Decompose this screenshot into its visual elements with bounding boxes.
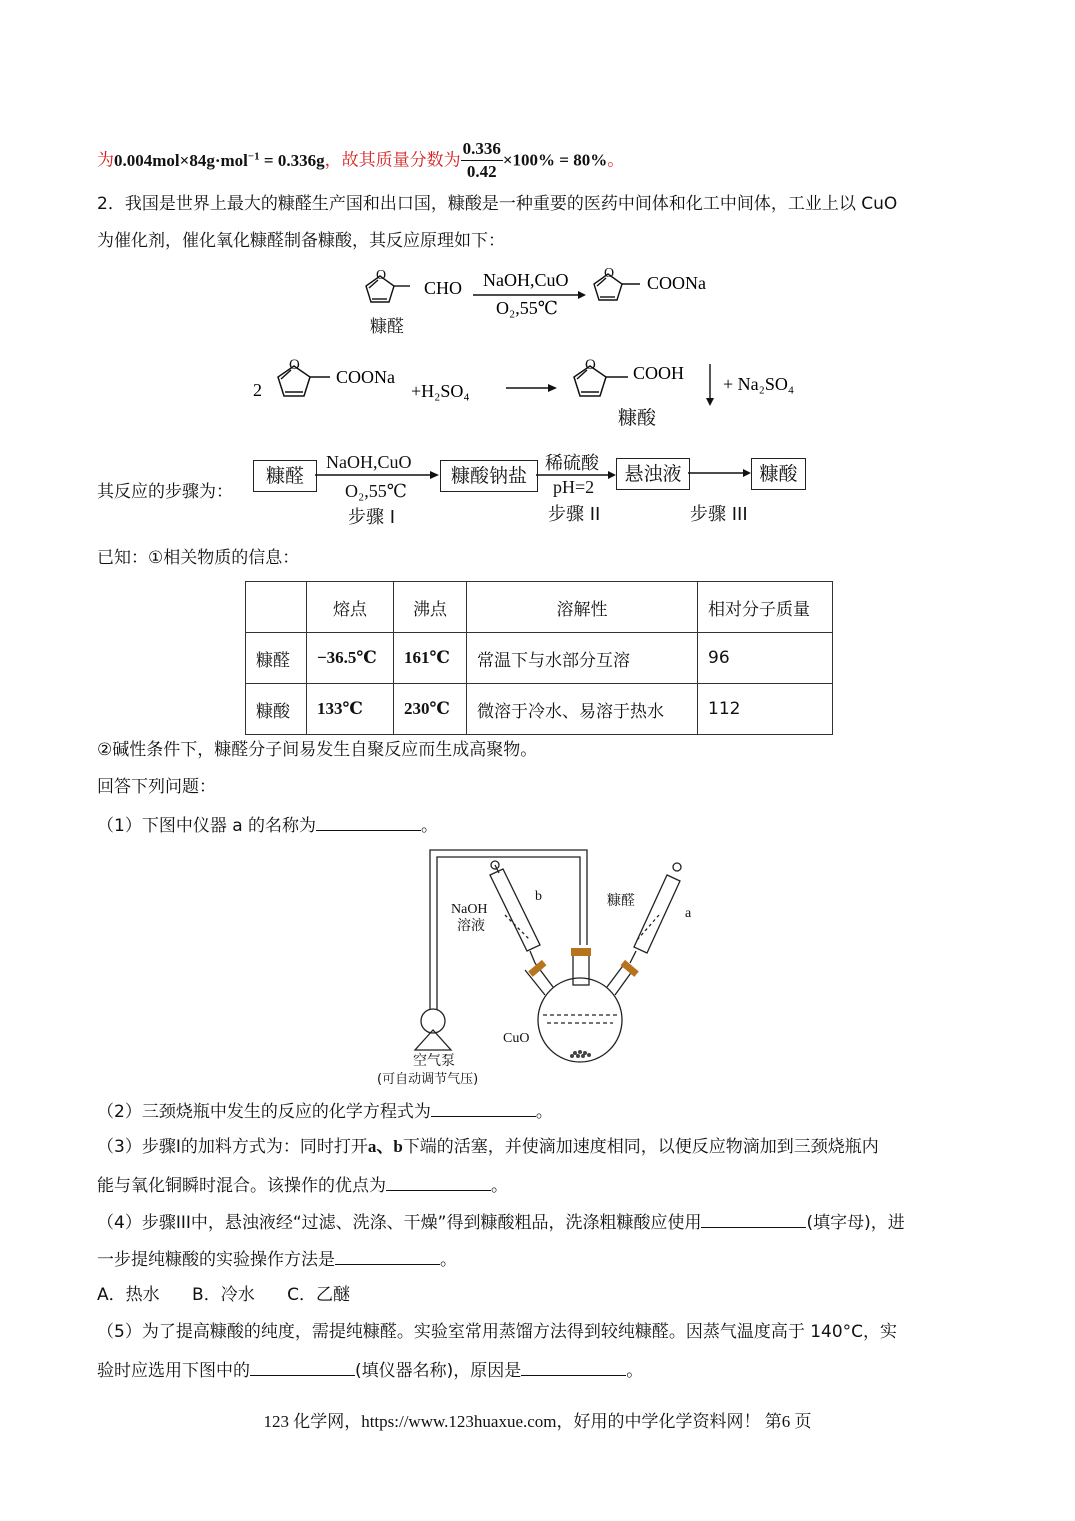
answer-blank[interactable] — [431, 1098, 536, 1117]
reactant-group: CHO — [424, 278, 463, 298]
page-footer: 123 化学网，https://www.123huaxue.com，好用的中学化学资料网！ 第6 页 — [263, 1412, 812, 1431]
step-box-sodium-salt: 糠酸钠盐 — [440, 460, 538, 492]
table-cell: 230℃ — [394, 684, 467, 735]
answer-mid: ，故其质量分数为 — [324, 150, 461, 171]
step-arrow1-top: NaOH,CuO — [326, 452, 412, 472]
step-label-1: 步骤 I — [348, 507, 396, 528]
cond-top: NaOH,CuO — [483, 270, 569, 290]
step-box-furoic-acid: 糠酸 — [751, 458, 806, 490]
label-naoh: NaOH — [451, 902, 488, 917]
cond-bottom: O₂,55℃ — [496, 298, 558, 318]
byproduct: + Na₂SO₄ — [723, 374, 795, 394]
answer-math-b: = 0.336g — [259, 150, 325, 170]
furan-ring-icon — [594, 274, 640, 300]
table-header-row — [246, 582, 833, 633]
table-cell: 糠醛 — [246, 633, 307, 684]
svg-text:O: O — [585, 357, 596, 373]
question-4-end: 。 — [440, 1250, 457, 1270]
question-4-line1 — [97, 1209, 905, 1235]
table-row — [246, 684, 833, 735]
furan-ring-icon — [278, 366, 330, 396]
table-header-cell: 熔点 — [307, 582, 394, 633]
question-2-text: （2）三颈烧瓶中发生的反应的化学方程式为 — [97, 1102, 431, 1122]
question-3-ab: a、b — [367, 1137, 403, 1156]
question-1-text: （1）下图中仪器 a 的名称为 — [97, 816, 317, 836]
acid: +H₂SO₄ — [411, 381, 470, 401]
answer-prompt: 回答下列问题： — [97, 777, 216, 797]
properties-table — [245, 581, 833, 735]
label-a: a — [685, 906, 692, 921]
table-header-cell: 相对分子质量 — [698, 582, 833, 633]
question-1 — [97, 812, 438, 838]
table-row — [246, 633, 833, 684]
question-3-text-b: 下端的活塞，并使滴加速度相同，以便反应物滴加到三颈烧瓶内 — [402, 1137, 879, 1157]
answer-fraction — [461, 138, 503, 183]
step-label-3: 步骤 III — [690, 504, 748, 525]
question-4-options: A．热水 B．冷水 C．乙醚 — [97, 1285, 351, 1305]
known-note-2: ②碱性条件下，糠醛分子间易发生自聚反应而生成高聚物。 — [97, 740, 538, 760]
step-label-2: 步骤 II — [548, 504, 601, 525]
table-cell: 161℃ — [394, 633, 467, 684]
reactant-group-2: COONa — [336, 367, 395, 387]
answer-blank[interactable] — [316, 812, 421, 831]
question-5-line2 — [97, 1357, 643, 1383]
table-header-cell: 溶解性 — [467, 582, 698, 633]
reaction-1-diagram — [350, 262, 730, 342]
table-cell: 常温下与水部分互溶 — [467, 633, 698, 684]
step-arrow2-top: 稀硫酸 — [545, 453, 599, 474]
q2-intro-line1: 2．我国是世界上最大的糠醛生产国和出口国，糠酸是一种重要的医药中间体和化工中间体，工业上以 CuO — [97, 194, 898, 214]
table-header-cell — [246, 582, 307, 633]
table-cell: 133℃ — [307, 684, 394, 735]
label-pump-note: (可自动调节气压) — [377, 1072, 479, 1087]
furan-ring-icon — [574, 366, 628, 396]
steps-label: 其反应的步骤为： — [97, 482, 233, 502]
question-5-line1: （5）为了提高糠酸的纯度，需提纯糠醛。实验室常用蒸馏方法得到较纯糠醛。因蒸气温度高于 140°C，实 — [97, 1322, 898, 1342]
question-4-text-c: 一步提纯糠酸的实验操作方法是 — [97, 1250, 335, 1270]
fraction-numerator: 0.336 — [461, 138, 503, 161]
label-pump: 空气泵 — [413, 1053, 455, 1069]
label-solution: 溶液 — [457, 918, 485, 934]
known-intro: 已知：①相关物质的信息： — [97, 548, 300, 568]
question-5-text-a: 验时应选用下图中的 — [97, 1361, 250, 1381]
coef: 2 — [253, 380, 262, 400]
answer-line — [97, 138, 624, 183]
question-5-text-b: (填仪器名称)，原因是 — [355, 1361, 522, 1381]
label-cuo: CuO — [503, 1031, 530, 1046]
table-cell: 112 — [698, 684, 833, 735]
svg-text:O: O — [604, 266, 615, 281]
question-3-text-a: （3）步骤I的加料方式为：同时打开 — [97, 1137, 368, 1157]
answer-blank[interactable] — [701, 1209, 806, 1228]
dropping-funnel-b-icon — [490, 869, 540, 951]
question-4-text-b: (填字母)，进 — [806, 1213, 905, 1233]
question-2-end: 。 — [535, 1102, 553, 1122]
product-group: COONa — [647, 273, 706, 293]
dropping-funnel-a-icon — [634, 875, 680, 953]
table-header-cell: 沸点 — [394, 582, 467, 633]
three-neck-flask-icon — [538, 978, 622, 1062]
question-4-line2 — [97, 1246, 457, 1272]
step-arrow-3 — [688, 450, 752, 490]
q2-intro-line2: 为催化剂，催化氧化糠醛制备糠酸，其反应原理如下： — [97, 231, 505, 251]
product-group-2: COOH — [633, 363, 685, 383]
label-furfural: 糠醛 — [607, 893, 635, 909]
answer-math-a: 0.004mol×84g·mol — [114, 150, 248, 170]
fraction-denominator: 0.42 — [466, 162, 497, 182]
question-4-text-a: （4）步骤III中，悬浊液经“过滤、洗涤、干燥”得到糠酸粗品，洗涤粗糠酸应使用 — [97, 1213, 702, 1233]
answer-blank[interactable] — [335, 1246, 440, 1265]
question-3-text-c: 能与氧化铜瞬时混合。该操作的优点为 — [97, 1176, 386, 1196]
answer-end: 。 — [607, 150, 625, 171]
answer-blank[interactable] — [521, 1357, 626, 1376]
svg-text:O: O — [376, 268, 387, 283]
step-arrow2-bottom: pH=2 — [553, 477, 595, 497]
answer-blank[interactable] — [250, 1357, 355, 1376]
table-cell: 96 — [698, 633, 833, 684]
reaction-2-diagram — [248, 352, 848, 437]
product-name: 糠酸 — [618, 407, 657, 429]
answer-blank[interactable] — [386, 1172, 491, 1191]
answer-exp: −1 — [247, 150, 260, 162]
step-arrow1-bottom: O₂,55℃ — [345, 481, 407, 501]
question-3-line1 — [97, 1135, 879, 1159]
step-box-furfural: 糠醛 — [253, 460, 317, 492]
answer-prefix: 为 — [97, 150, 114, 171]
svg-text:O: O — [289, 357, 300, 373]
reactant-name: 糠醛 — [370, 317, 404, 337]
question-1-end: 。 — [421, 816, 439, 836]
label-b: b — [535, 889, 542, 904]
question-3-line2 — [97, 1172, 508, 1198]
apparatus-diagram — [375, 845, 705, 1090]
answer-math — [114, 151, 325, 170]
question-3-end: 。 — [491, 1176, 508, 1196]
answer-math-c: ×100% = 80% — [502, 150, 608, 170]
table-cell: −36.5℃ — [307, 633, 394, 684]
table-cell: 糠酸 — [246, 684, 307, 735]
step-box-suspension: 悬浊液 — [616, 458, 690, 490]
question-2 — [97, 1098, 553, 1124]
furan-ring-icon — [366, 276, 410, 302]
table-cell: 微溶于冷水、易溶于热水 — [467, 684, 698, 735]
question-5-end: 。 — [626, 1361, 644, 1381]
